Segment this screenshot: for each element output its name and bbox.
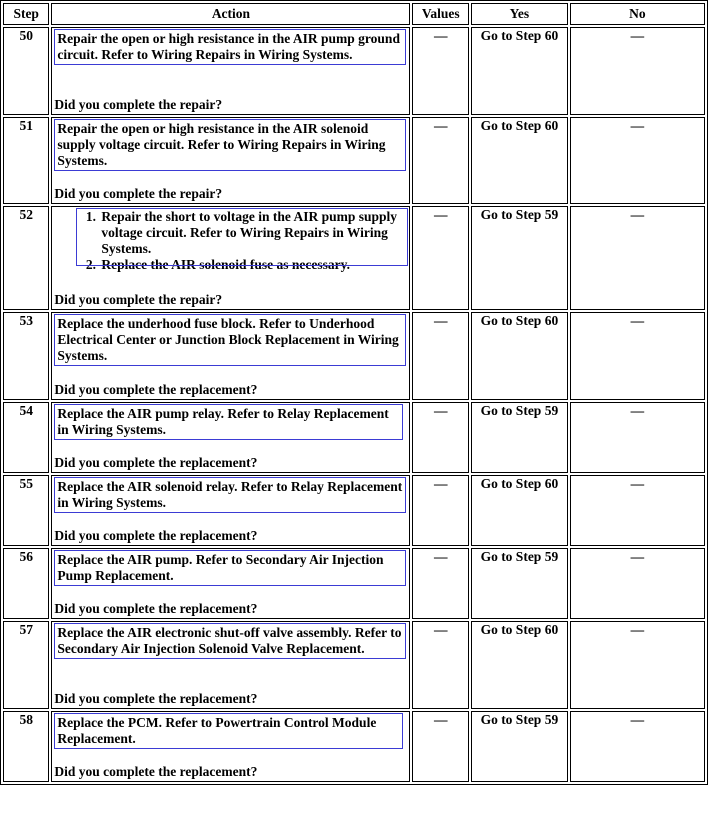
table-row (3, 27, 705, 115)
yes-cell: Go to Step 60 (471, 27, 568, 115)
question-text: Did you complete the repair? (54, 97, 223, 112)
step-number: 54 (3, 402, 49, 473)
action-cell (51, 206, 410, 310)
yes-cell: Go to Step 60 (471, 621, 568, 709)
values-cell: — (412, 548, 468, 619)
no-cell: — (570, 621, 705, 709)
values-cell: — (412, 117, 468, 204)
no-cell: — (570, 27, 705, 115)
table-row (3, 475, 705, 546)
action-cell (51, 548, 410, 619)
question-text: Did you complete the replacement? (54, 691, 258, 706)
question-text: Did you complete the repair? (54, 292, 223, 307)
action-text[interactable]: Replace the AIR solenoid relay. Refer to Relay Replacement in Wiring Systems. (54, 477, 406, 513)
action-text[interactable]: Replace the PCM. Refer to Powertrain Control Module Replacement. (54, 713, 403, 749)
no-cell: — (570, 206, 705, 310)
yes-cell: Go to Step 59 (471, 711, 568, 782)
header-step: Step (3, 3, 49, 25)
table-row (3, 711, 705, 782)
no-cell: — (570, 475, 705, 546)
action-cell (51, 117, 410, 204)
table-row (3, 548, 705, 619)
table-row (3, 206, 705, 310)
header-action: Action (51, 3, 410, 25)
header-values: Values (412, 3, 468, 25)
table-row (3, 312, 705, 400)
no-cell: — (570, 711, 705, 782)
step-number: 50 (3, 27, 49, 115)
action-cell (51, 475, 410, 546)
step-number: 58 (3, 711, 49, 782)
question-text: Did you complete the repair? (54, 186, 223, 201)
header-row (3, 3, 705, 25)
yes-cell: Go to Step 60 (471, 475, 568, 546)
action-cell (51, 27, 410, 115)
action-text[interactable]: Repair the open or high resistance in the AIR pump ground circuit. Refer to Wiring Repairs in Wiring Systems. (54, 29, 406, 65)
table-row (3, 621, 705, 709)
table-row (3, 117, 705, 204)
step-number: 57 (3, 621, 49, 709)
question-text: Did you complete the replacement? (54, 382, 258, 397)
action-cell (51, 621, 410, 709)
step-number: 56 (3, 548, 49, 619)
action-text[interactable]: Replace the underhood fuse block. Refer to Underhood Electrical Center or Junction Block Replacement in Wiring Systems. (54, 314, 406, 366)
action-text[interactable]: Repair the open or high resistance in the AIR solenoid supply voltage circuit. Refer to Wiring Repairs in Wiring Systems. (54, 119, 406, 171)
list-item[interactable]: 2. Replace the AIR solenoid fuse as necessary. (99, 257, 407, 273)
step-number: 51 (3, 117, 49, 204)
values-cell: — (412, 402, 468, 473)
list-item[interactable]: 1. Repair the short to voltage in the AIR pump supply voltage circuit. Refer to Wiring Repairs in Wiring Systems. (99, 209, 407, 257)
action-text[interactable]: Replace the AIR pump relay. Refer to Relay Replacement in Wiring Systems. (54, 404, 403, 440)
no-cell: — (570, 117, 705, 204)
values-cell: — (412, 206, 468, 310)
action-cell (51, 402, 410, 473)
values-cell: — (412, 475, 468, 546)
header-no: No (570, 3, 705, 25)
step-number: 53 (3, 312, 49, 400)
yes-cell: Go to Step 60 (471, 312, 568, 400)
values-cell: — (412, 27, 468, 115)
question-text: Did you complete the replacement? (54, 764, 258, 779)
no-cell: — (570, 402, 705, 473)
action-text[interactable]: Replace the AIR pump. Refer to Secondary Air Injection Pump Replacement. (54, 550, 406, 586)
step-number: 55 (3, 475, 49, 546)
values-cell: — (412, 621, 468, 709)
action-cell (51, 711, 410, 782)
action-list-highlight (76, 208, 408, 266)
yes-cell: Go to Step 59 (471, 206, 568, 310)
no-cell: — (570, 312, 705, 400)
header-yes: Yes (471, 3, 568, 25)
step-number: 52 (3, 206, 49, 310)
no-cell: — (570, 548, 705, 619)
action-text[interactable]: Replace the AIR electronic shut-off valve assembly. Refer to Secondary Air Injection Solenoid Valve Replacement. (54, 623, 406, 659)
question-text: Did you complete the replacement? (54, 528, 258, 543)
question-text: Did you complete the replacement? (54, 455, 258, 470)
question-text: Did you complete the replacement? (54, 601, 258, 616)
yes-cell: Go to Step 60 (471, 117, 568, 204)
values-cell: — (412, 711, 468, 782)
yes-cell: Go to Step 59 (471, 402, 568, 473)
values-cell: — (412, 312, 468, 400)
table-row (3, 402, 705, 473)
action-cell (51, 312, 410, 400)
yes-cell: Go to Step 59 (471, 548, 568, 619)
